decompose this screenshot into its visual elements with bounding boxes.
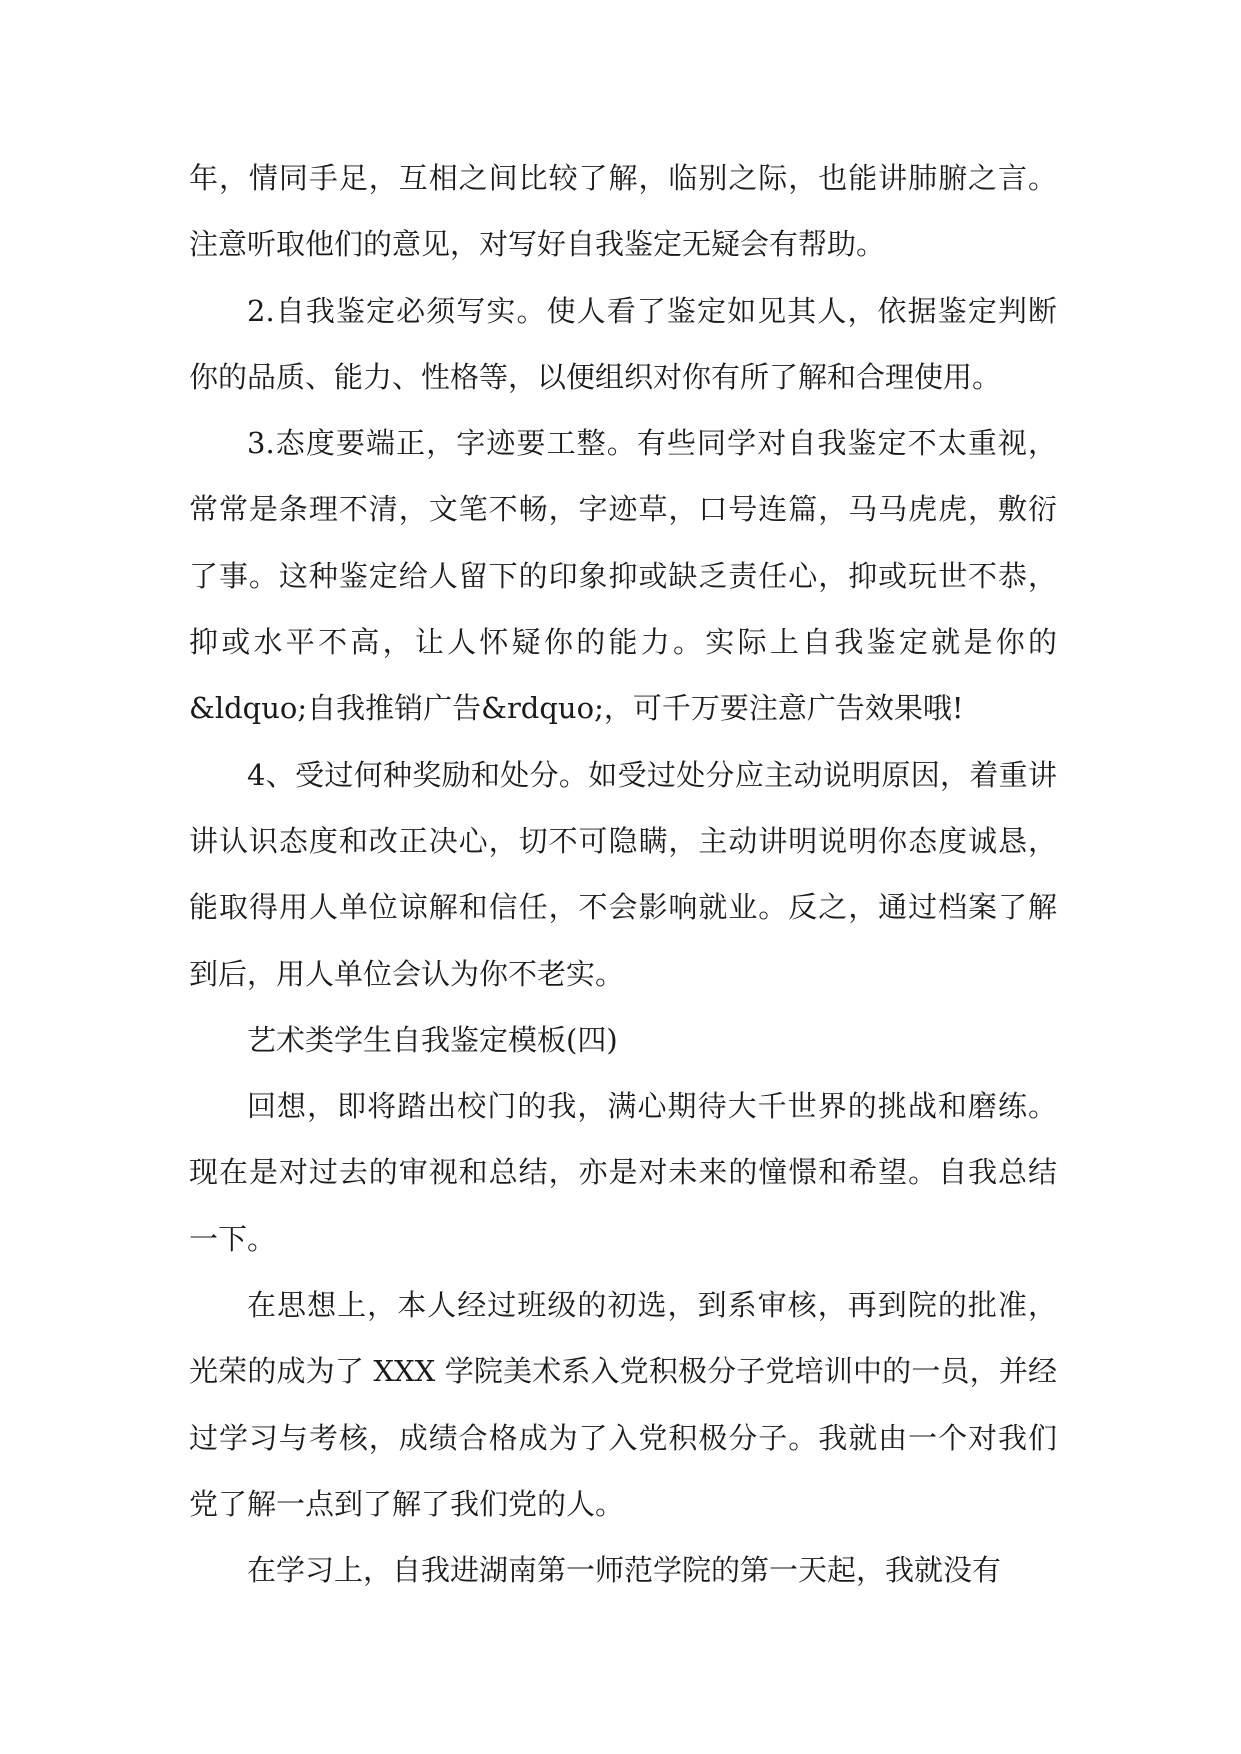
- paragraph-point-2: 2.自我鉴定必须写实。使人看了鉴定如见其人，依据鉴定判断你的品质、能力、性格等，以便组织对你有所了解和合理使用。: [189, 293, 1057, 394]
- paragraph-continuation: 年，情同手足，互相之间比较了解，临别之际，也能讲肺腑之言。注意听取他们的意见，对写好自我鉴定无疑会有帮助。: [189, 161, 1057, 262]
- document-page: [189, 145, 1057, 1604]
- paragraph-point-3: 3.态度要端正，字迹要工整。有些同学对自我鉴定不太重视，常常是条理不清，文笔不畅，字迹草，口号连篇，马马虎虎，敷衍了事。这种鉴定给人留下的印象抑或缺乏责任心，抑或玩世不恭，抑或水平不高，让人怀疑你的能力。实际上自我鉴定就是你的&ldquo;自我推销广告&rdquo;，可千万要注意广告效果哦!: [189, 426, 1057, 726]
- section-heading: 艺术类学生自我鉴定模板(四): [247, 1022, 618, 1057]
- paragraph-study: 在学习上，自我进湖南第一师范学院的第一天起，我就没有: [247, 1553, 1002, 1588]
- paragraph-point-4: 4、受过何种奖励和处分。如受过处分应主动说明原因，着重讲讲认识态度和改正决心，切不可隐瞒，主动讲明说明你态度诚恳，能取得用人单位谅解和信任，不会影响就业。反之，通过档案了解到后，用人单位会认为你不老实。: [189, 757, 1057, 991]
- paragraph-ideology: 在思想上，本人经过班级的初选，到系审核，再到院的批准，光荣的成为了 XXX 学院美术系入党积极分子党培训中的一员，并经过学习与考核，成绩合格成为了入党积极分子。我就由一个对我们党了解一点到了解了我们党的人。: [189, 1288, 1057, 1521]
- paragraph-intro: 回想，即将踏出校门的我，满心期待大千世界的挑战和磨练。现在是对过去的审视和总结，亦是对未来的憧憬和希望。自我总结一下。: [189, 1089, 1057, 1256]
